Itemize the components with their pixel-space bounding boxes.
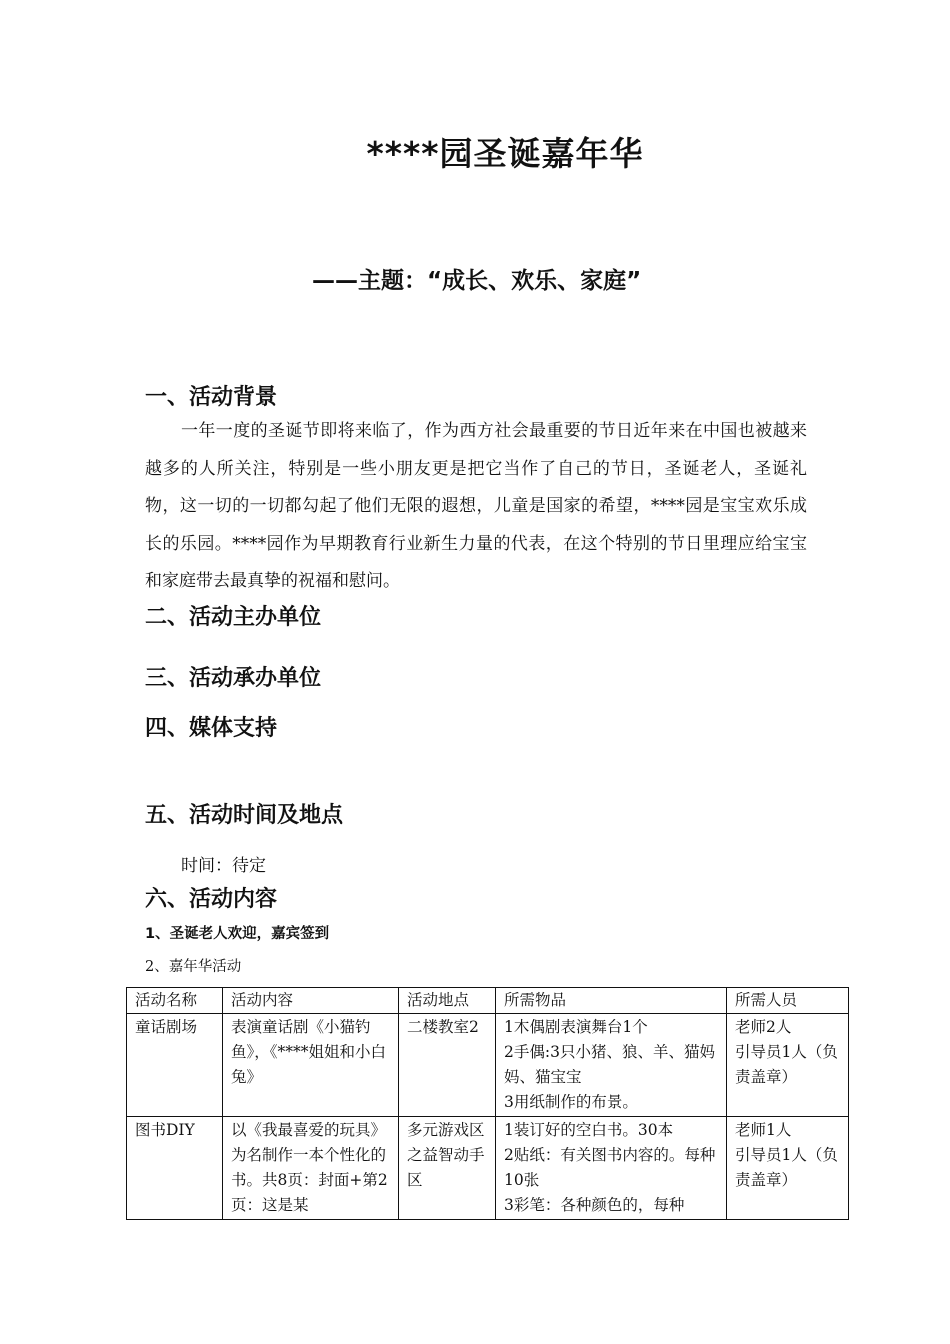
- document-subtitle: ——主题：“成长、欢乐、家庭”: [312, 268, 642, 294]
- staff-line: 引导员1人（负责盖章）: [735, 1146, 838, 1189]
- table-header-row: [127, 988, 849, 1014]
- staff-line: 老师1人: [735, 1121, 792, 1139]
- table-cell-name: 图书DIY: [127, 1117, 223, 1220]
- content-item-2: 2、嘉年华活动: [145, 959, 242, 975]
- table-cell-items: [496, 1014, 727, 1117]
- table-header-cell: 所需物品: [496, 988, 727, 1014]
- background-text: 一年一度的圣诞节即将来临了，作为西方社会最重要的节日近年来在中国也被越来越多的人所关注，特别是一些小朋友更是把它当作了自己的节日，圣诞老人，圣诞礼物，这一切的一切都勾起了他们无限的遐想，儿童是国家的希望，****园是宝宝欢乐成长的乐园。****园作为早期教育行业新生力量的代表，在这个特别的节日里理应给宝宝和家庭带去最真挚的祝福和慰问。: [145, 421, 807, 591]
- table-header-cell: 活动名称: [127, 988, 223, 1014]
- section-heading-time-place: 五、活动时间及地点: [145, 803, 344, 828]
- background-paragraph: [145, 413, 807, 601]
- staff-line: 引导员1人（负责盖章）: [735, 1043, 838, 1086]
- section-heading-content: 六、活动内容: [145, 887, 278, 912]
- section-heading-undertaker: 三、活动承办单位: [145, 666, 322, 691]
- table-cell-location: 多元游戏区之益智动手区: [399, 1117, 496, 1220]
- content-item-1: 1、圣诞老人欢迎，嘉宾签到: [145, 926, 330, 942]
- table-row: [127, 1117, 849, 1220]
- table-cell-staff: [727, 1014, 849, 1117]
- time-line: 时间：待定: [181, 856, 266, 876]
- item-line: 1装订好的空白书。30本: [504, 1121, 674, 1139]
- section-heading-media: 四、媒体支持: [145, 716, 278, 741]
- item-line: 2手偶:3只小猪、狼、羊、猫妈妈、猫宝宝: [504, 1043, 715, 1086]
- item-line: 2贴纸：有关图书内容的。每种10张: [504, 1146, 716, 1189]
- table-header-cell: 所需人员: [727, 988, 849, 1014]
- table-cell-items: [496, 1117, 727, 1220]
- table-row: [127, 1014, 849, 1117]
- table-header-cell: 活动内容: [223, 988, 399, 1014]
- item-line: 3用纸制作的布景。: [504, 1093, 638, 1111]
- document-title: ****园圣诞嘉年华: [366, 134, 644, 173]
- activity-table: [126, 987, 849, 1220]
- staff-line: 老师2人: [735, 1018, 792, 1036]
- table-cell-staff: [727, 1117, 849, 1220]
- item-line: 3彩笔：各种颜色的，每种: [504, 1196, 685, 1214]
- section-heading-background: 一、活动背景: [145, 385, 278, 410]
- table-cell-name: 童话剧场: [127, 1014, 223, 1117]
- table-cell-content: 表演童话剧《小猫钓鱼》，《****姐姐和小白兔》: [223, 1014, 399, 1117]
- item-line: 1木偶剧表演舞台1个: [504, 1018, 648, 1036]
- section-heading-organizer: 二、活动主办单位: [145, 605, 322, 630]
- table-cell-content: 以《我最喜爱的玩具》为名制作一本个性化的书。共8页：封面+第2页：这是某: [223, 1117, 399, 1220]
- table-header-cell: 活动地点: [399, 988, 496, 1014]
- table-cell-location: 二楼教室2: [399, 1014, 496, 1117]
